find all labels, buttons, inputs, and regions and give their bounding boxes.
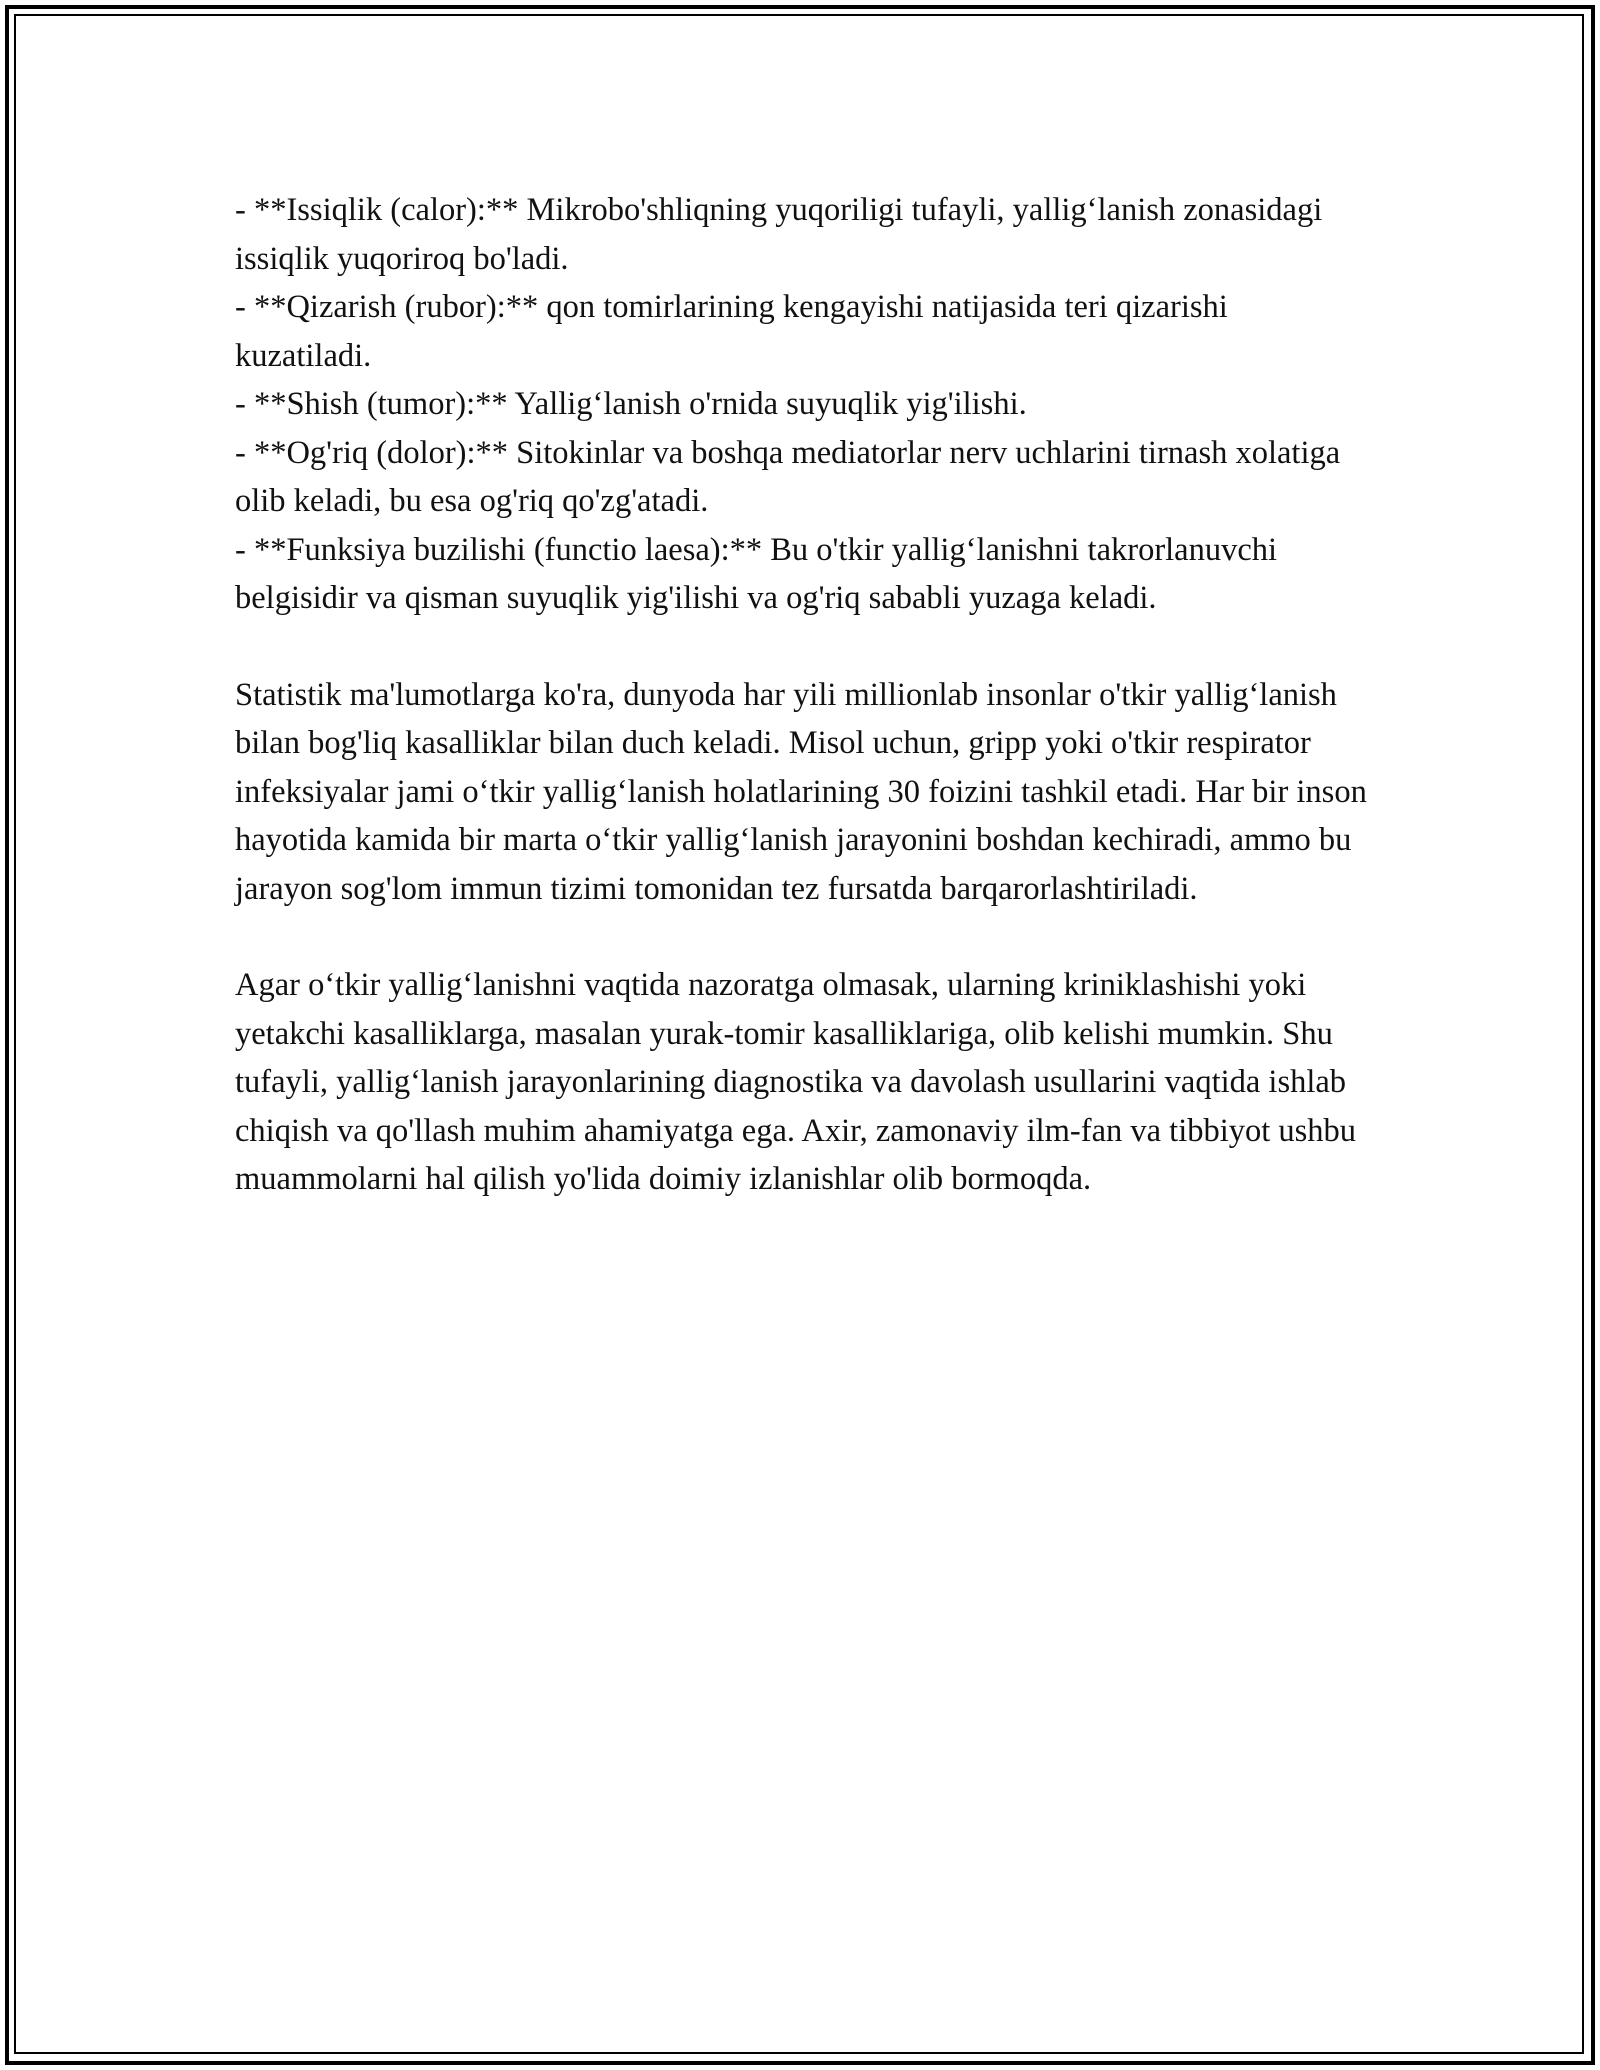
document-body [235, 186, 1375, 1204]
conclusion-paragraph: Agar o‘tkir yallig‘lanishni vaqtida nazoratga olmasak, ularning kriniklashishi yoki yetakchi kasalliklarga, masalan yurak-tomir kasalliklariga, olib kelishi mumkin. Shu tufayli, yallig‘lanish jarayonlarining diagnostika va davolash usullarini vaqtida ishlab chiqish va qo'llash muhim ahamiyatga ega. Axir, zamonaviy ilm-fan va tibbiyot ushbu muammolarni hal qilish yo'lida doimiy izlanishlar olib bormoqda. [235, 967, 1365, 1197]
list-item: - **Funksiya buzilishi (functio laesa):** Bu o'tkir yallig‘lanishni takrorlanuvchi belgisidir va qisman suyuqlik yig'ilishi va og'riq sababli yuzaga keladi. [235, 531, 1286, 616]
list-item: - **Issiqlik (calor):** Mikrobo'shliqning yuqoriligi tufayli, yallig‘lanish zonasidagi issiqlik yuqoriroq bo'ladi. [235, 192, 1331, 277]
list-item: - **Qizarish (rubor):** qon tomirlarining kengayishi natijasida teri qizarishi kuzatiladi. [235, 289, 1236, 374]
symptom-list [235, 186, 1370, 623]
list-item: - **Og'riq (dolor):** Sitokinlar va boshqa mediatorlar nerv uchlarini tirnash xolatiga olib keladi, bu esa og'riq qo'zg'atadi. [235, 434, 1349, 519]
list-item: - **Shish (tumor):** Yallig‘lanish o'rnida suyuqlik yig'ilishi. [235, 386, 1027, 422]
statistics-paragraph: Statistik ma'lumotlarga ko'ra, dunyoda har yili millionlab insonlar o'tkir yallig‘lanish bilan bog'liq kasalliklar bilan duch keladi. Misol uchun, gripp yoki o'tkir respirator infeksiyalar jami o‘tkir yallig‘lanish holatlarining 30 foizini tashkil etadi. Har bir inson hayotida kamida bir marta o‘tkir yallig‘lanish jarayonini boshdan kechiradi, ammo bu jarayon sog'lom immun tizimi tomonidan tez fursatda barqarorlashtiriladi. [235, 676, 1375, 907]
